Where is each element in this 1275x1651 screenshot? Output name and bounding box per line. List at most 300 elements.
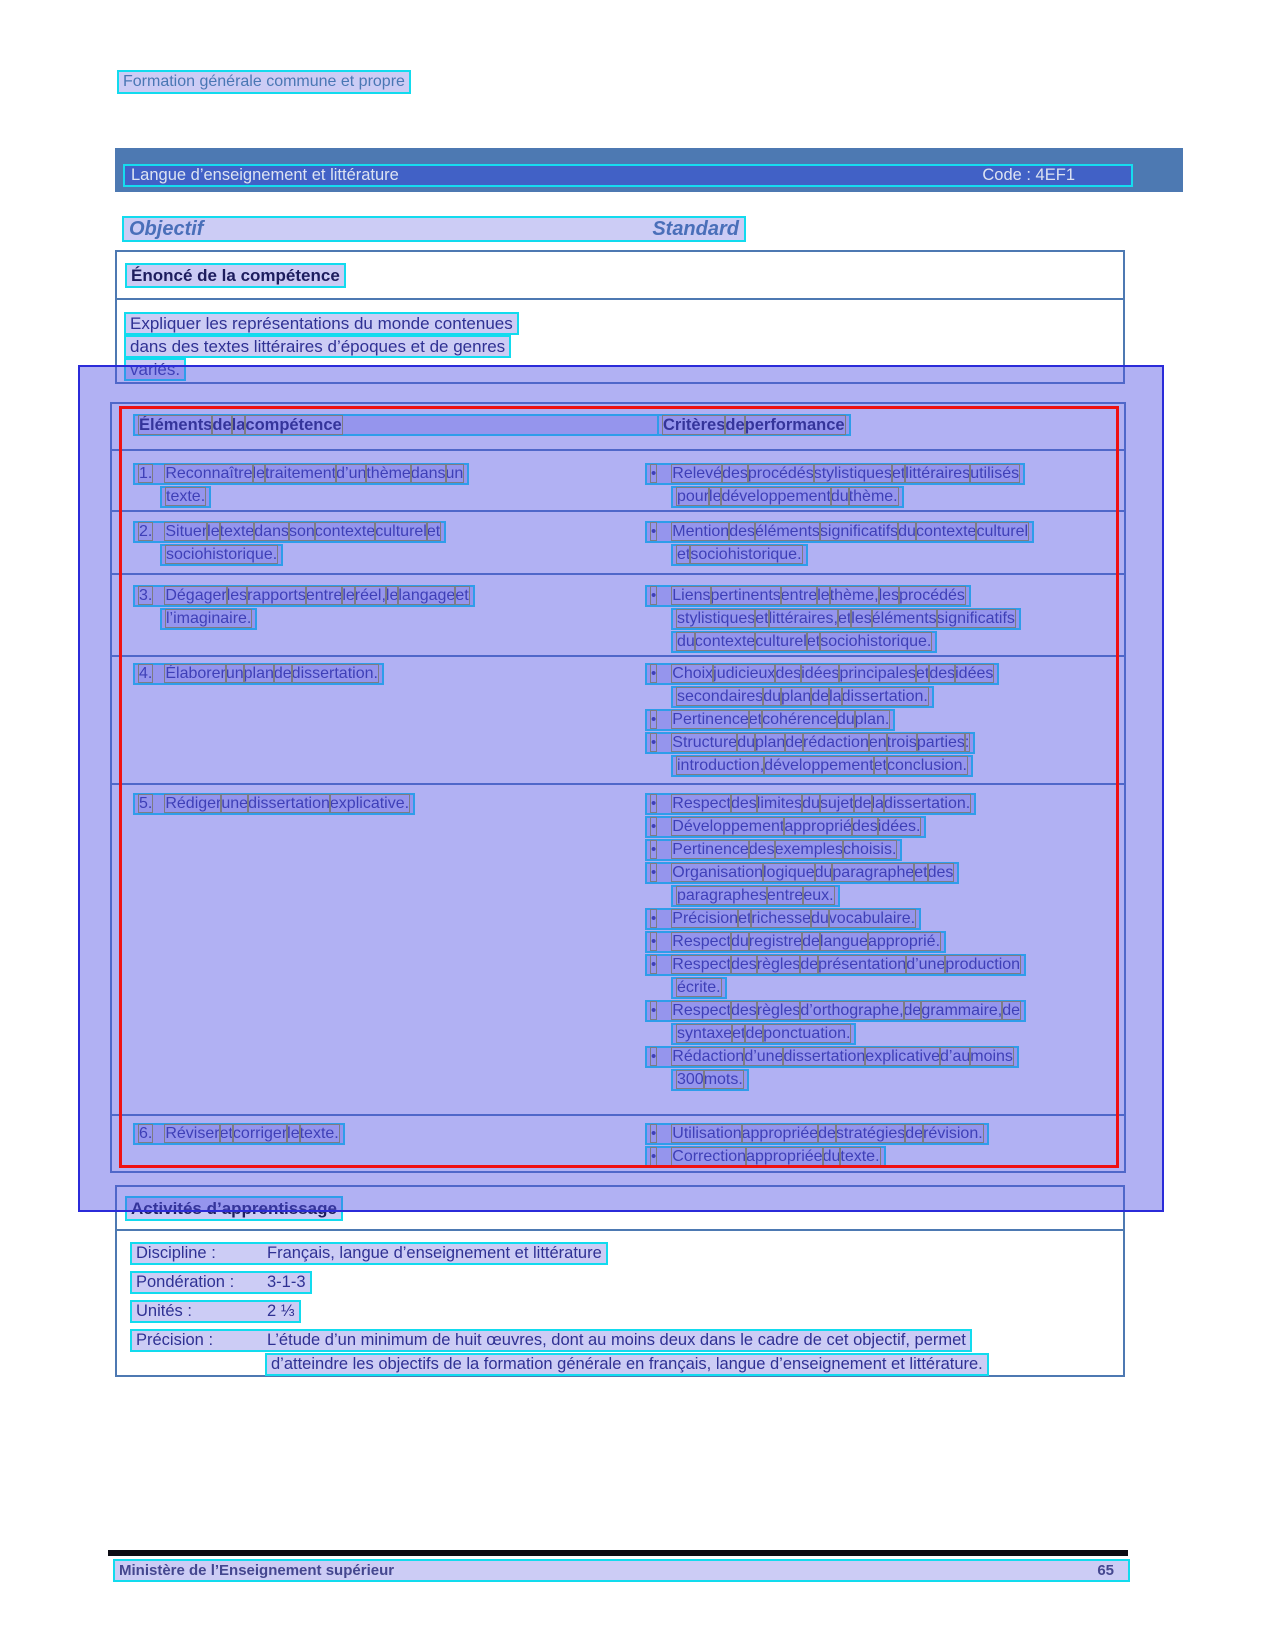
word-box: éléments (754, 523, 820, 540)
word-box: dans (410, 465, 446, 482)
word-box: un (225, 665, 244, 682)
word-box: Pertinence (672, 711, 749, 728)
word-box: de (905, 1125, 924, 1142)
item-number: 2. (139, 523, 153, 540)
element-cell (133, 793, 415, 816)
word-box: Respect (672, 933, 731, 950)
word-box: : (964, 734, 970, 751)
text-line (645, 908, 921, 930)
bullet-icon: • (651, 587, 657, 604)
word-box: culturel (976, 523, 1029, 540)
word-box: Élaborer (165, 665, 226, 682)
criteria-cell (645, 1123, 989, 1169)
word-box: secondaires (677, 688, 764, 705)
column-heads (122, 216, 746, 242)
word-box: registre (748, 933, 803, 950)
detail-row (130, 1242, 1123, 1265)
text-line (133, 463, 469, 485)
word-box: pour (677, 488, 710, 505)
table-row (112, 510, 1124, 573)
word-box: cohérence (762, 711, 837, 728)
word-box: développement (721, 488, 831, 505)
word-box: moins (970, 1048, 1013, 1065)
word-box: sociohistorique. (820, 633, 932, 650)
word-box: développement (764, 757, 874, 774)
word-box: du (763, 688, 782, 705)
word-box: littéraires (905, 465, 971, 482)
word-box: idées. (877, 818, 921, 835)
word-box: explicative. (329, 795, 410, 812)
word-box: thème. (848, 488, 898, 505)
word-box: paragraphes (677, 887, 767, 904)
word-box: du (730, 933, 749, 950)
word-box: des (748, 841, 775, 858)
word-box: entre (766, 887, 804, 904)
text-line (133, 1123, 345, 1145)
word-box: Respect (672, 795, 731, 812)
word-box: littéraires, (768, 610, 838, 627)
word-box: une (221, 795, 249, 812)
text-line (671, 1023, 856, 1045)
word-box: Rédiger (165, 795, 222, 812)
word-box: le (817, 587, 830, 604)
bullet-icon: • (651, 465, 657, 482)
word-box: d’orthographe, (800, 1002, 904, 1019)
word-box: texte (219, 523, 255, 540)
header-cell-elements (133, 414, 665, 437)
word-box: les (851, 610, 872, 627)
text-line (671, 486, 904, 508)
word-box: stylistiques (813, 465, 892, 482)
detail-line: Discipline : Français, langue d’enseignement et littérature (130, 1242, 608, 1265)
bullet-icon: • (651, 933, 657, 950)
word-box: et (738, 910, 752, 927)
word-box: Utilisation (672, 1125, 742, 1142)
table-row (112, 655, 1124, 783)
word-box: rédaction (803, 734, 869, 751)
word-box: de (811, 688, 830, 705)
word-box: conclusion. (886, 757, 967, 774)
element-cell (133, 1123, 345, 1146)
text-line (645, 954, 1026, 976)
word-box: d’un (336, 465, 367, 482)
enonce-line: Expliquer les représentations du monde contenues (124, 312, 519, 335)
element-cell (133, 585, 475, 631)
word-box: des (929, 665, 956, 682)
word-box: trois (886, 734, 917, 751)
word-box: choisis. (843, 841, 897, 858)
word-box: et (914, 864, 928, 881)
detail-line: Unités : 2 ⅓ (130, 1300, 301, 1323)
word-box: la (829, 688, 842, 705)
word-box: compétence (245, 416, 342, 434)
word-box: limites (756, 795, 803, 812)
column-header-criteria (657, 414, 851, 436)
word-box: logique (762, 864, 815, 881)
word-box: thème (366, 465, 411, 482)
criteria-cell (645, 663, 999, 778)
word-box: plan (781, 688, 812, 705)
word-box: Pertinence (672, 841, 749, 858)
bullet-icon: • (651, 818, 657, 835)
word-box: 300 (677, 1071, 704, 1088)
word-box: Situer (165, 523, 208, 540)
text-line (671, 1069, 749, 1091)
text-line (645, 793, 976, 815)
text-line (133, 585, 475, 607)
activites-details (115, 1229, 1125, 1377)
word-box: du (737, 734, 755, 751)
word-box: Rédaction (672, 1048, 745, 1065)
word-box: culturel (375, 523, 427, 540)
bullet-icon: • (651, 1148, 657, 1165)
word-box: procédés (899, 587, 965, 604)
detail-line: d’atteindre les objectifs de la formation générale en français, langue d’enseignement et littérature. (265, 1353, 989, 1376)
word-box: dissertation. (883, 795, 971, 812)
activites-section-header (115, 1185, 1125, 1231)
word-box: les (878, 587, 900, 604)
word-box: traitement (264, 465, 337, 482)
title-bar (115, 148, 1183, 192)
bullet-icon: • (651, 711, 657, 728)
word-box: Structure (672, 734, 738, 751)
word-box: de (800, 956, 819, 973)
text-line (645, 585, 971, 607)
detail-line: Précision : L’étude d’un minimum de huit œuvres, dont au moins deux dans le cadre de cet objectif, permet (130, 1329, 972, 1352)
word-box: Relevé (672, 465, 723, 482)
word-box: des (730, 1002, 757, 1019)
word-box: texte. (299, 1125, 339, 1142)
word-box: ponctuation. (763, 1025, 851, 1042)
enonce-line: dans des textes littéraires d’époques et de genres (124, 335, 511, 358)
criteria-cell (645, 793, 1026, 1092)
criteria-cell (645, 521, 1034, 567)
word-box: dissertation (248, 795, 330, 812)
word-box: des (722, 465, 748, 482)
text-line (645, 709, 895, 731)
word-box: un (445, 465, 464, 482)
word-box: de (725, 416, 745, 434)
bullet-icon: • (651, 864, 657, 881)
text-line (133, 793, 415, 815)
word-box: performance (744, 416, 845, 434)
word-box: introduction, (677, 757, 765, 774)
word-box: stratégies (835, 1125, 906, 1142)
word-box: exemples (774, 841, 844, 858)
table-row (112, 1114, 1124, 1171)
word-box: le (252, 465, 265, 482)
word-box: Réviser (165, 1125, 220, 1142)
table-row (112, 449, 1124, 510)
title-bar-code: Code : 4EF1 (982, 166, 1075, 184)
text-line (671, 631, 937, 653)
word-box: du (836, 711, 855, 728)
word-box: contexte (314, 523, 376, 540)
detail-row (130, 1329, 1123, 1376)
text-line (645, 839, 902, 861)
word-box: entre (780, 587, 818, 604)
element-cell (133, 463, 469, 509)
bullet-icon: • (651, 795, 657, 812)
word-box: de (818, 1125, 836, 1142)
word-box: du (898, 523, 916, 540)
word-box: plan. (854, 711, 890, 728)
detail-label: Précision : (136, 1331, 214, 1349)
enonce-body (115, 298, 1125, 384)
word-box: dissertation (783, 1048, 866, 1065)
word-box: écrite. (677, 979, 721, 996)
text-line (160, 608, 257, 630)
activites-heading: Activités d’apprentissage (125, 1196, 343, 1221)
word-box: et (748, 711, 763, 728)
word-box: plan (243, 665, 274, 682)
word-box: de (853, 795, 872, 812)
word-box: grammaire, (921, 1002, 1003, 1019)
word-box: éléments (871, 610, 937, 627)
criteria-cell (645, 585, 1021, 654)
enonce-line: variés. (124, 358, 186, 381)
text-line (133, 663, 384, 685)
word-box: utilisés (970, 465, 1020, 482)
word-box: d’une (906, 956, 946, 973)
word-box: richesse (751, 910, 811, 927)
word-box: d’au (940, 1048, 971, 1065)
word-box: sociohistorique. (166, 546, 278, 563)
word-box: et (219, 1125, 233, 1142)
column-header-elements (133, 414, 665, 436)
word-box: le (709, 488, 722, 505)
text-line (160, 486, 211, 508)
word-box: la (871, 795, 884, 812)
word-box: significatifs (936, 610, 1015, 627)
competence-table (110, 402, 1126, 1173)
word-box: vocabulaire. (828, 910, 916, 927)
bullet-icon: • (651, 1048, 657, 1065)
word-box: Mention (672, 523, 730, 540)
word-box: appropriée (746, 1148, 823, 1165)
word-box: et (426, 523, 441, 540)
word-box: thème, (829, 587, 879, 604)
word-box: corriger (232, 1125, 288, 1142)
word-box: explicative (865, 1048, 940, 1065)
word-box: des (775, 665, 802, 682)
item-number: 6. (139, 1125, 153, 1142)
word-box: du (822, 1148, 841, 1165)
word-box: Développement (672, 818, 785, 835)
word-box: Liens (672, 587, 711, 604)
bullet-icon: • (651, 734, 657, 751)
word-box: le (342, 587, 355, 604)
word-box: de (745, 1025, 764, 1042)
word-box: et (732, 1025, 746, 1042)
word-box: de (212, 416, 232, 434)
footer-rule (108, 1550, 1128, 1556)
table-row (112, 573, 1124, 655)
word-box: de (273, 665, 292, 682)
word-box: Choix (672, 665, 714, 682)
element-cell (133, 663, 384, 686)
word-box: réel, (354, 587, 386, 604)
word-box: des (851, 818, 878, 835)
word-box: et (806, 633, 821, 650)
word-box: mots. (703, 1071, 743, 1088)
bullet-icon: • (651, 910, 657, 927)
bullet-icon: • (651, 523, 657, 540)
bullet-icon: • (651, 665, 657, 682)
word-box: l’imaginaire. (166, 610, 252, 627)
word-box: de (903, 1002, 922, 1019)
word-box: principales (839, 665, 916, 682)
word-box: de (1002, 1002, 1021, 1019)
bullet-icon: • (651, 841, 657, 858)
standard-heading: Standard (652, 217, 739, 240)
word-box: les (226, 587, 248, 604)
word-box: significatifs (819, 523, 899, 540)
bullet-icon: • (651, 956, 657, 973)
text-line (671, 977, 727, 999)
text-line (645, 931, 946, 953)
bullet-icon: • (651, 1125, 657, 1142)
text-line (645, 1046, 1019, 1068)
word-box: sociohistorique. (690, 546, 802, 563)
text-line (645, 1000, 1026, 1022)
word-box: des (927, 864, 954, 881)
word-box: des (729, 523, 755, 540)
detail-label: Pondération : (136, 1273, 235, 1291)
word-box: d’une (744, 1048, 784, 1065)
word-box: eux. (803, 887, 834, 904)
text-line (645, 463, 1025, 485)
word-box: révision. (923, 1125, 983, 1142)
text-line (671, 686, 934, 708)
table-row (112, 783, 1124, 1114)
header-cell-criteria (645, 414, 851, 437)
word-box: dans (254, 523, 289, 540)
detail-line: Pondération : 3-1-3 (130, 1271, 312, 1294)
word-box: du (830, 488, 849, 505)
item-number: 4. (139, 665, 153, 682)
word-box: rapports (247, 587, 306, 604)
word-box: Respect (672, 1002, 731, 1019)
word-box: judicieux (713, 665, 776, 682)
bullet-icon: • (651, 1002, 657, 1019)
footer-ministry: Ministère de l’Enseignement supérieur (119, 1562, 395, 1579)
word-box: du (814, 864, 833, 881)
word-box: culturel (755, 633, 807, 650)
word-box: contexte (694, 633, 756, 650)
word-box: du (811, 910, 829, 927)
footer-page-number: 65 (1097, 1562, 1114, 1579)
word-box: Critères (663, 416, 726, 434)
word-box: et (915, 665, 930, 682)
word-box: des (730, 795, 757, 812)
word-box: règles (756, 956, 801, 973)
text-line (160, 544, 283, 566)
text-line (671, 885, 840, 907)
word-box: langue (819, 933, 868, 950)
detail-row (130, 1271, 1123, 1294)
word-box: texte. (840, 1148, 880, 1165)
word-box: approprié (784, 818, 852, 835)
enonce-section-header (115, 250, 1125, 300)
word-box: et (891, 465, 906, 482)
word-box: plan (754, 734, 786, 751)
word-box: de (785, 734, 804, 751)
table-header-row (112, 404, 1124, 449)
word-box: et (755, 610, 769, 627)
word-box: Respect (672, 956, 731, 973)
text-line (645, 1123, 989, 1145)
text-line (645, 732, 975, 754)
word-box: stylistiques (677, 610, 756, 627)
word-box: production (945, 956, 1021, 973)
footer (113, 1559, 1130, 1582)
word-box: sujet (819, 795, 854, 812)
word-box: la (231, 416, 246, 434)
word-box: approprié. (867, 933, 941, 950)
word-box: et (837, 610, 852, 627)
word-box: entre (305, 587, 343, 604)
word-box: le (287, 1125, 300, 1142)
text-line (645, 663, 999, 685)
word-box: pertinents (710, 587, 781, 604)
word-box: contexte (915, 523, 977, 540)
word-box: Dégager (165, 587, 227, 604)
word-box: appropriée (741, 1125, 819, 1142)
element-cell (133, 521, 446, 567)
text-line (645, 1146, 886, 1168)
page-heading-row (117, 70, 411, 94)
item-number: 5. (139, 795, 153, 812)
word-box: langage (398, 587, 456, 604)
detail-label: Unités : (136, 1302, 192, 1320)
word-box: idées (801, 665, 840, 682)
word-box: son (288, 523, 315, 540)
word-box: présentation (818, 956, 907, 973)
text-line (671, 608, 1021, 630)
word-box: et (455, 587, 469, 604)
text-line (133, 521, 446, 543)
item-number: 1. (139, 465, 153, 482)
text-line (671, 544, 808, 566)
word-box: de (802, 933, 820, 950)
word-box: parties (916, 734, 965, 751)
detail-row (130, 1300, 1123, 1323)
word-box: Correction (672, 1148, 747, 1165)
text-line (645, 816, 926, 838)
objectif-heading: Objectif (129, 217, 204, 240)
word-box: Reconnaître (165, 465, 253, 482)
word-box: des (730, 956, 757, 973)
word-box: règles (756, 1002, 801, 1019)
detail-label: Discipline : (136, 1244, 216, 1262)
title-bar-highlight (123, 164, 1133, 187)
page-heading: Formation générale commune et propre (117, 70, 411, 94)
word-box: le (385, 587, 399, 604)
word-box: dissertation. (841, 688, 928, 705)
text-line (671, 755, 973, 777)
word-box: texte. (166, 488, 206, 505)
title-bar-text: Langue d’enseignement et littérature (131, 166, 399, 184)
word-box: du (802, 795, 820, 812)
word-box: Éléments (139, 416, 213, 434)
text-line (645, 862, 959, 884)
item-number: 3. (139, 587, 153, 604)
word-box: et (677, 546, 691, 563)
word-box: le (207, 523, 220, 540)
word-box: paragraphe (832, 864, 915, 881)
word-box: dissertation. (291, 665, 378, 682)
